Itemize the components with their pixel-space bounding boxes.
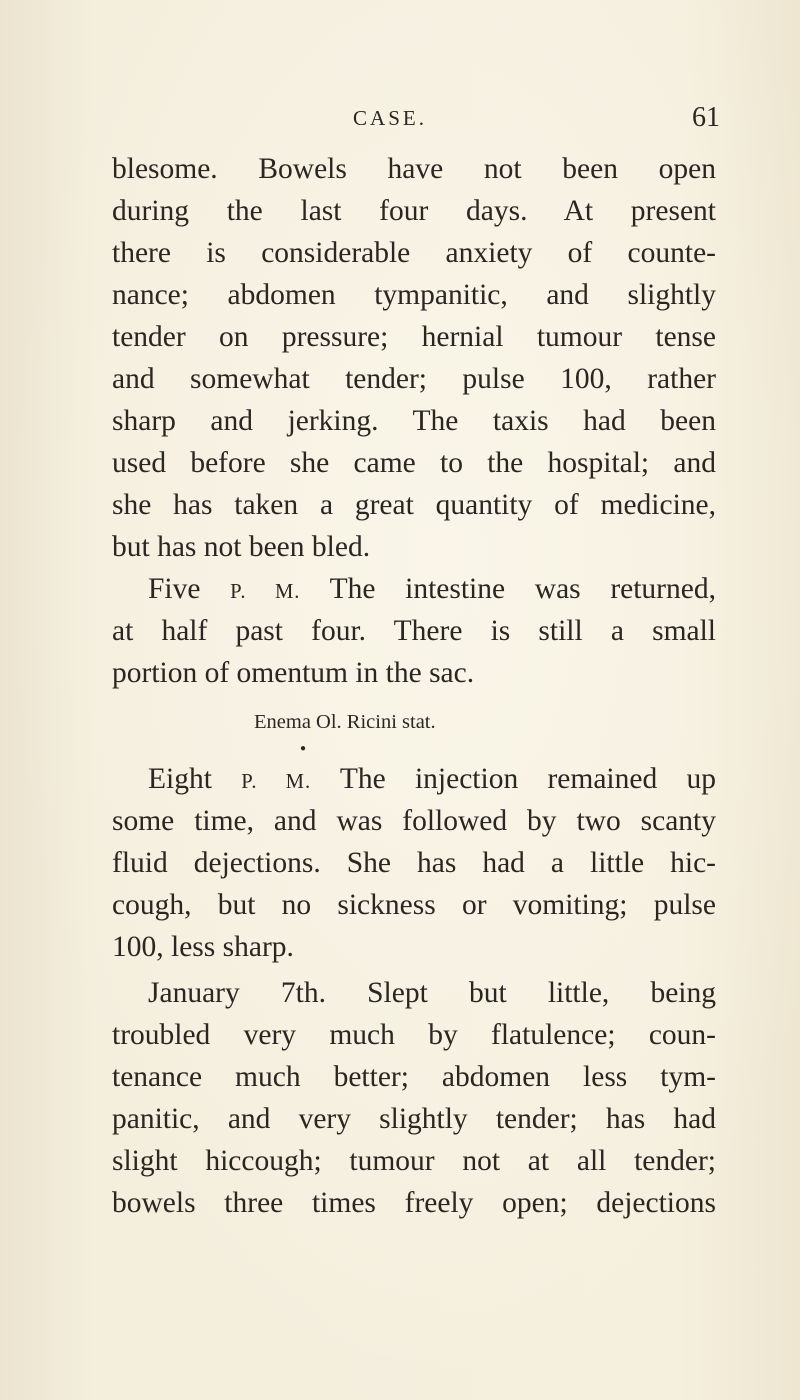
text-line: fluid dejections. She has had a little hic- xyxy=(112,847,716,879)
prescription: Enema Ol. Ricini stat. xyxy=(254,711,436,733)
text-line: at half past four. There is still a small xyxy=(112,615,716,647)
text-line: troubled very much by flatulence; coun- xyxy=(112,1019,716,1051)
text-line: cough, but no sickness or vomiting; pulse xyxy=(112,889,716,921)
text-line: tender on pressure; hernial tumour tense xyxy=(112,321,716,353)
time-marker: P. M. xyxy=(230,581,301,603)
text-line: blesome. Bowels have not been open xyxy=(112,153,716,185)
text-run: The injection remained up xyxy=(311,763,716,795)
text-line: nance; abdomen tympanitic, and slightly xyxy=(112,279,716,311)
text-line: but has not been bled. xyxy=(112,531,371,563)
text-line: slight hiccough; tumour not at all tender; xyxy=(112,1145,716,1177)
ink-dot: ● xyxy=(300,743,307,754)
page-number: 61 xyxy=(692,102,720,133)
text-line: sharp and jerking. The taxis had been xyxy=(112,405,716,437)
text-line: during the last four days. At present xyxy=(112,195,716,227)
text-line: bowels three times freely open; dejections xyxy=(112,1187,716,1219)
paragraph-first-line: January 7th. Slept but little, being xyxy=(148,977,716,1009)
time-marker: P. M. xyxy=(241,771,312,793)
running-head: CASE. xyxy=(353,106,427,130)
text-line: panitic, and very slightly tender; has had xyxy=(112,1103,716,1135)
paragraph-first-line xyxy=(112,568,716,610)
text-line: there is considerable anxiety of counte- xyxy=(112,237,716,269)
paragraph-first-line xyxy=(112,758,716,800)
body-text xyxy=(112,148,716,1224)
text-line: 100, less sharp. xyxy=(112,931,294,963)
text-run: Eight xyxy=(148,763,242,795)
text-line: tenance much better; abdomen less tym- xyxy=(112,1061,716,1093)
text-line: used before she came to the hospital; and xyxy=(112,447,716,479)
page-header xyxy=(60,102,720,146)
text-line: portion of omentum in the sac. xyxy=(112,657,475,689)
text-line: and somewhat tender; pulse 100, rather xyxy=(112,363,716,395)
text-line: she has taken a great quantity of medicine, xyxy=(112,489,716,521)
text-run: Five xyxy=(148,573,231,605)
text-line: some time, and was followed by two scanty xyxy=(112,805,716,837)
text-run: The intestine was returned, xyxy=(300,573,716,605)
